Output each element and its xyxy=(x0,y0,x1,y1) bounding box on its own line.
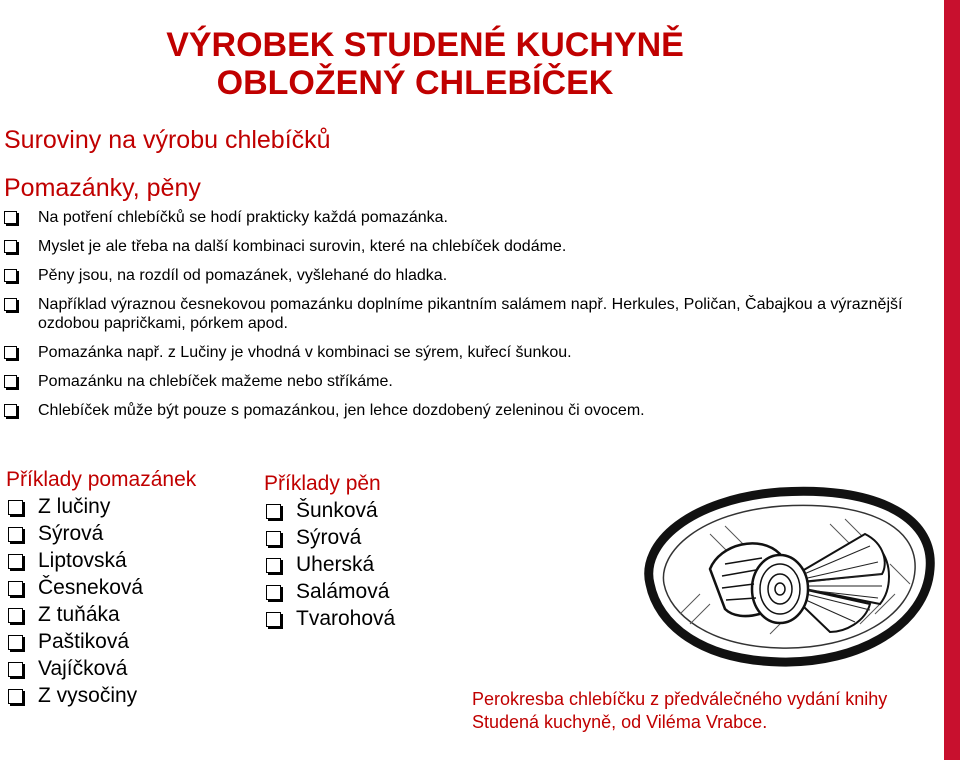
subtitle: Suroviny na výrobu chlebíčků xyxy=(4,126,331,154)
list-item: Salámová xyxy=(266,578,395,605)
list-item: Paštiková xyxy=(8,628,143,655)
list-item: Vajíčková xyxy=(8,655,143,682)
list-item: Na potření chlebíčků se hodí prakticky každá pomazánka. xyxy=(4,208,924,227)
list-item: Šunková xyxy=(266,497,395,524)
checkbox-bullet-icon xyxy=(4,211,17,224)
checkbox-bullet-icon xyxy=(8,554,23,569)
page-title-line1: VÝROBEK STUDENÉ KUCHYNĚ xyxy=(166,26,684,64)
spreads-heading: Příklady pomazánek xyxy=(6,468,197,491)
list-item: Myslet je ale třeba na další kombinaci surovin, které na chlebíček dodáme. xyxy=(4,237,924,256)
list-item: Chlebíček může být pouze s pomazánkou, jen lehce dozdobený zeleninou či ovocem. xyxy=(4,401,924,420)
checkbox-bullet-icon xyxy=(8,662,23,677)
checkbox-bullet-icon xyxy=(8,500,23,515)
sandwich-sketch-image xyxy=(630,474,950,674)
list-item: Sýrová xyxy=(266,524,395,551)
checkbox-bullet-icon xyxy=(4,298,17,311)
list-item: Liptovská xyxy=(8,547,143,574)
checkbox-bullet-icon xyxy=(4,269,17,282)
checkbox-bullet-icon xyxy=(8,635,23,650)
list-item: Pomazánku na chlebíček mažeme nebo stříkáme. xyxy=(4,372,924,391)
page-title-line2: OBLOŽENÝ CHLEBÍČEK xyxy=(216,64,614,102)
foams-heading: Příklady pěn xyxy=(264,472,381,495)
list-item: Například výraznou česnekovou pomazánku doplníme pikantním salámem např. Herkules, Poličan, Čabajkou a výraznější ozdobou papričkami, pórkem apod. xyxy=(4,295,924,333)
checkbox-bullet-icon xyxy=(8,689,23,704)
checkbox-bullet-icon xyxy=(8,581,23,596)
list-item: Z lučiny xyxy=(8,493,143,520)
list-item: Z tuňáka xyxy=(8,601,143,628)
list-item: Pěny jsou, na rozdíl od pomazánek, vyšlehané do hladka. xyxy=(4,266,924,285)
spreads-list xyxy=(8,493,143,709)
bullet-list xyxy=(4,208,924,430)
checkbox-bullet-icon xyxy=(4,404,17,417)
list-item: Pomazánka např. z Lučiny je vhodná v kombinaci se sýrem, kuřecí šunkou. xyxy=(4,343,924,362)
list-item: Z vysočiny xyxy=(8,682,143,709)
checkbox-bullet-icon xyxy=(266,531,281,546)
checkbox-bullet-icon xyxy=(266,585,281,600)
image-caption: Perokresba chlebíčku z předválečného vydání knihy Studená kuchyně, od Viléma Vrabce. xyxy=(472,689,888,732)
list-item: Tvarohová xyxy=(266,605,395,632)
list-item: Sýrová xyxy=(8,520,143,547)
checkbox-bullet-icon xyxy=(266,504,281,519)
section-heading: Pomazánky, pěny xyxy=(4,174,201,202)
list-item: Česneková xyxy=(8,574,143,601)
checkbox-bullet-icon xyxy=(4,346,17,359)
checkbox-bullet-icon xyxy=(266,612,281,627)
checkbox-bullet-icon xyxy=(4,240,17,253)
list-item: Uherská xyxy=(266,551,395,578)
checkbox-bullet-icon xyxy=(266,558,281,573)
checkbox-bullet-icon xyxy=(8,527,23,542)
checkbox-bullet-icon xyxy=(8,608,23,623)
checkbox-bullet-icon xyxy=(4,375,17,388)
foams-list xyxy=(266,497,395,632)
